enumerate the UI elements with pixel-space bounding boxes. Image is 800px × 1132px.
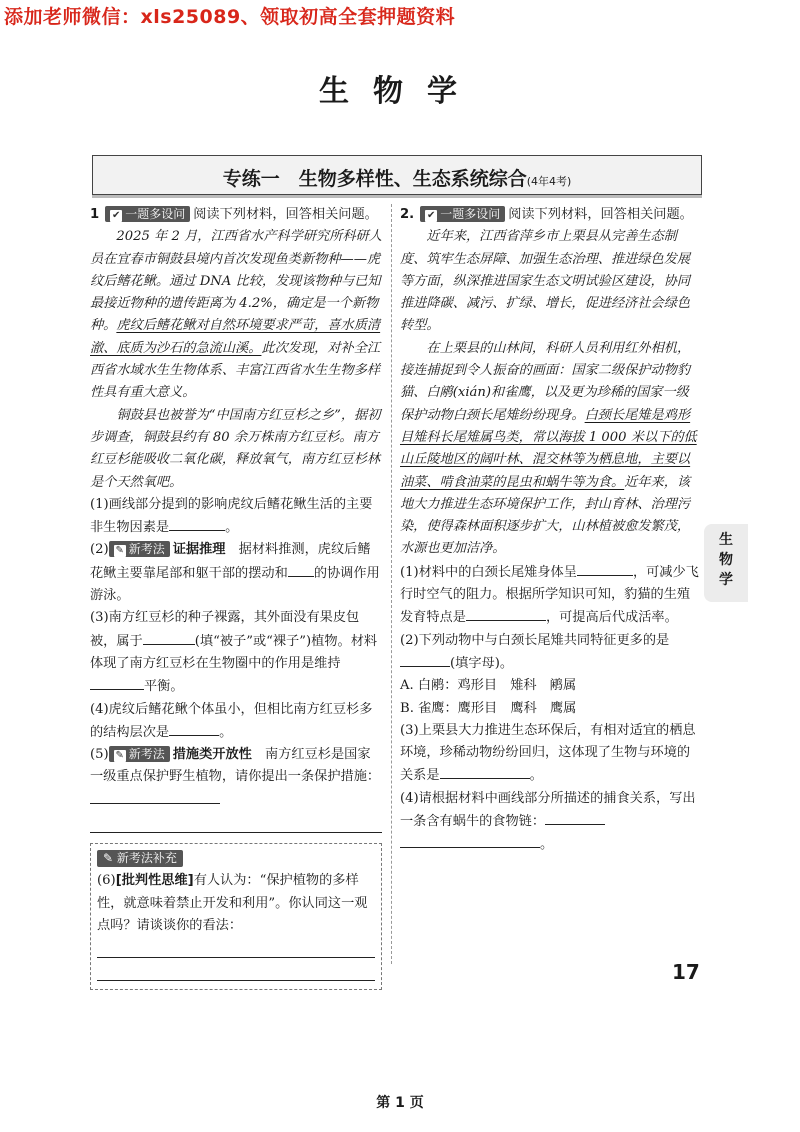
q1-s4-end: 。: [219, 724, 233, 740]
q2-sub-4: [400, 788, 700, 834]
section-header: [92, 155, 702, 195]
q1-s3-a: (3)南方红豆杉的种子裸露，其外面没有果皮包被，属于: [90, 610, 360, 649]
answer-blank[interactable]: [288, 562, 314, 577]
q2-s4-text: (4)请根据材料中画线部分所描述的捕食关系，写出一条含有蜗牛的食物链：: [400, 790, 696, 830]
answer-blank[interactable]: [90, 789, 220, 804]
subject-title: 生物学: [319, 74, 481, 109]
side-tab-label: 生物学: [719, 532, 733, 588]
q1-tag-label: 一题多设问: [125, 207, 186, 221]
q1-s1-end: 。: [225, 520, 239, 536]
q1-tag: [105, 206, 190, 222]
answer-blank[interactable]: [169, 721, 219, 736]
answer-line[interactable]: [97, 937, 375, 958]
q2-s1-c: ，可提高后代成活率。: [545, 610, 678, 626]
q2-p2-a: 在上栗县的山林间，科研人员利用红外相机，接连捕捉到令人振奋的画面：国家二级保护动物豹猫、白鹇(xián)和雀鹰，以及更为珍稀的国家一级保护动物白颈长尾雉纷纷现身。: [400, 340, 691, 423]
q1-s2-tag-label: 新考法: [128, 542, 165, 557]
q1-sub-3: [90, 607, 382, 698]
q2-sub-2: [400, 630, 700, 676]
q1-s1-text: (1)画线部分提到的影响虎纹后鳍花鳅生活的主要非生物因素是: [90, 496, 373, 536]
question-2: [400, 204, 700, 857]
answer-blank[interactable]: [577, 561, 633, 576]
section-title: [93, 164, 701, 191]
q1-intro: 阅读下列材料，回答相关问题。: [193, 207, 378, 222]
answer-blank[interactable]: [400, 833, 540, 848]
section-title-text: 专练一 生物多样性、生态系统综合: [222, 168, 527, 190]
q2-number: 2.: [400, 207, 415, 222]
answer-blank[interactable]: [90, 675, 144, 690]
option-b: B. 雀鹰：鹰形目 鹰科 鹰属: [400, 700, 577, 716]
option-a: A. 白鹇：鸡形目 雉科 鹇属: [400, 678, 577, 694]
new-method-tag: [109, 746, 170, 762]
q1-number: 1: [90, 207, 100, 222]
q2-tag-label: 一题多设问: [440, 207, 501, 221]
section-note: (4年4考): [526, 175, 572, 188]
answer-line[interactable]: [90, 812, 382, 833]
answer-blank[interactable]: [169, 516, 225, 531]
q1-s2-strong: 证据推理: [172, 542, 226, 558]
q1-sub-4: [90, 699, 382, 745]
q1-header: [90, 204, 382, 226]
q1-sub-1: [90, 494, 382, 540]
q2-header: [400, 204, 700, 226]
q1-s3-b: (填“被子”或“裸子”)植物。材料体现了南方红豆杉在生物圈中的作用是维持: [90, 633, 378, 671]
column-divider: [391, 204, 392, 964]
answer-blank[interactable]: [400, 652, 450, 667]
q2-paragraph-1: 近年来，江西省萍乡市上栗县从完善生态制度、筑牢生态屏障、加强生态治理、推进绿色发展等方面，纵深推进国家生态文明试验区建设，协同推进降碳、减污、扩绿、增长，促进经济社会绿色转型。: [400, 229, 691, 334]
q1-s6-pre: (6): [97, 873, 116, 889]
supplement-tag: [97, 850, 183, 867]
supplement-box: [90, 843, 382, 990]
q2-paragraph-2: [400, 338, 700, 561]
question-1: [90, 204, 382, 990]
q2-s4-end: 。: [540, 837, 554, 853]
q2-s3-a: (3)上栗县大力推进生态环保后，有相对适宜的栖息环境，珍稀动物纷纷回归，这体现了生物与环境的关系是: [400, 722, 696, 784]
q1-s3-c: 平衡。: [144, 679, 184, 695]
q1-paragraph-2: 铜鼓县也被誉为“中国南方红豆杉之乡”，据初步调查，铜鼓县约有 80 余万株南方红豆杉。南方红豆杉能吸收二氧化碳，释放氧气，南方红豆杉林是个天然氧吧。: [90, 407, 381, 490]
q2-sub-1: [400, 561, 700, 630]
q1-p1-b: 此次发现，对补全江西省水域水生生物体系、丰富江西省水生生物多样性具有重大意义。: [90, 340, 381, 401]
answer-blank[interactable]: [143, 630, 195, 645]
q1-paragraph-1: [90, 226, 382, 404]
q1-s4-text: (4)虎纹后鳍花鳅个体虽小，但相比南方红豆杉多的结构层次是: [90, 701, 373, 740]
q1-s2-pre: (2): [90, 542, 109, 558]
check-icon: ✔: [426, 210, 436, 221]
q2-s1-b: ，可减少飞行时空气的阻力。根据所学知识可知，豹猫的生殖发育特点是: [400, 564, 699, 626]
q1-s5-strong: 措施类开放性: [172, 747, 252, 763]
q1-s6-strong: [批判性思维]: [115, 873, 194, 889]
q2-tag: [420, 206, 505, 222]
q2-s2-a: (2)下列动物中与白颈长尾雉共同特征更多的是: [400, 632, 670, 648]
q1-s5-pre: (5): [90, 747, 109, 763]
q1-sub-5: [90, 744, 382, 812]
page-footer: 第 1 页: [376, 1095, 424, 1111]
answer-line[interactable]: [97, 960, 375, 981]
check-icon: ✔: [111, 210, 121, 221]
q2-s1-a: (1)材料中的白颈长尾雉身体呈: [400, 564, 577, 580]
q1-sub-6: [97, 870, 375, 937]
q1-s5-tag-label: 新考法: [128, 747, 165, 762]
subject-side-tab: [704, 524, 748, 602]
q2-s2-b: (填字母)。: [450, 655, 514, 671]
q2-p2-b: 近年来，该地大力推进生态环境保护工作，封山育林、治理污染，使得森林面积逐步扩大，山林植被愈发繁茂，水源也更加洁净。: [400, 474, 691, 557]
watermark-text: 添加老师微信：xls25089、领取初高全套押题资料: [4, 6, 456, 28]
answer-blank[interactable]: [466, 606, 546, 621]
q2-p2-underlined-1: 白颈长尾雉是鸡形目雉科长尾雉属鸟类，常以海拔 1 000 米以下的低山丘陵地区的阔叶林、混交林等为栖息地，: [400, 407, 697, 468]
q2-sub-4-line: [400, 833, 700, 856]
q1-p1-underlined: 虎纹后鳍花鳅对自然环境要求严苛，喜水质清澈、底质为沙石的急流山溪。: [90, 318, 381, 356]
q2-p2-underlined-2: 主要以油菜、啃食油菜的昆虫和蜗牛等为食。: [400, 452, 691, 490]
q1-sub-2: [90, 539, 382, 607]
q1-s2-text: 据材料推测，虎纹后鳍花鳅主要靠尾部和躯干部的摆动和: [90, 542, 371, 581]
page-number: 17: [672, 960, 700, 984]
q1-s6-text: 有人认为：“保护植物的多样性，就意味着禁止开发和利用”。你认同这一观点吗？请谈谈你的看法：: [97, 873, 368, 933]
new-method-tag: [109, 541, 170, 557]
q1-p1-a: 2025 年 2 月，江西省水产科学研究所科研人员在宜春市铜鼓县境内首次发现鱼类新物种——虎纹后鳍花鳅。通过 DNA 比较，发现该物种与已知最接近物种的遗传距离为 4.2%，确定是一个新物种。: [90, 229, 382, 334]
q2-sub-3: [400, 720, 700, 788]
supplement-tag-label: 新考法补充: [116, 851, 177, 866]
q1-s2-end: 的协调作用游泳。: [90, 565, 380, 604]
q1-s5-text: 南方红豆杉是国家一级重点保护野生植物，请你提出一条保护措施：: [90, 747, 381, 785]
bulb-icon: ✎: [115, 750, 124, 762]
q2-intro: 阅读下列材料，回答相关问题。: [508, 207, 693, 222]
q2-options: [400, 675, 700, 720]
bulb-icon: ✎: [103, 851, 117, 866]
q2-s3-end: 。: [529, 768, 543, 784]
answer-blank[interactable]: [545, 810, 605, 825]
answer-blank[interactable]: [440, 764, 530, 779]
bulb-icon: ✎: [115, 545, 124, 557]
